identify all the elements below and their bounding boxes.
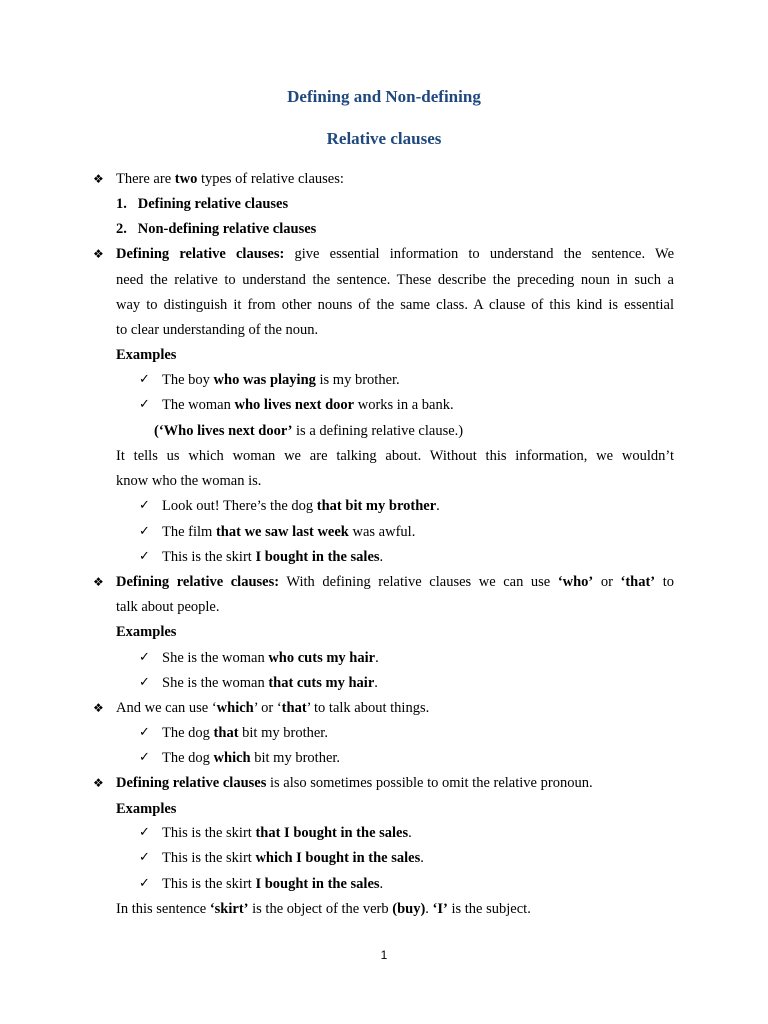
example-item: The film that we saw last week was awful. bbox=[162, 524, 416, 540]
explanation-line2: know who the woman is. bbox=[116, 473, 262, 489]
diamond-bullet-icon: ❖ bbox=[93, 172, 104, 186]
page-subtitle: Relative clauses bbox=[326, 129, 442, 148]
diamond-bullet-icon: ❖ bbox=[93, 247, 104, 261]
checkmark-icon: ✓ bbox=[139, 876, 150, 891]
diamond-bullet-icon: ❖ bbox=[93, 776, 104, 790]
checkmark-icon: ✓ bbox=[139, 750, 150, 765]
example-item: The dog which bit my brother. bbox=[162, 750, 341, 766]
example-item: Look out! There’s the dog that bit my brother. bbox=[162, 498, 440, 514]
examples-label: Examples bbox=[116, 624, 177, 640]
example-item: The boy who was playing is my brother. bbox=[162, 372, 400, 388]
section1-line3: way to distinguish it from other nouns of the same class. A clause of this kind is essential bbox=[116, 297, 674, 313]
checkmark-icon: ✓ bbox=[139, 725, 150, 740]
checkmark-icon: ✓ bbox=[139, 650, 150, 665]
example-item: She is the woman who cuts my hair. bbox=[162, 650, 379, 666]
type-item-2: 2. Non-defining relative clauses bbox=[116, 221, 317, 237]
section1-line1: Defining relative clauses: give essential information to understand the sentence. We bbox=[116, 246, 674, 262]
diamond-bullet-icon: ❖ bbox=[93, 575, 104, 589]
diamond-bullet-icon: ❖ bbox=[93, 701, 104, 715]
section4-line: Defining relative clauses is also sometimes possible to omit the relative pronoun. bbox=[116, 775, 593, 791]
example-item: The dog that bit my brother. bbox=[162, 725, 328, 741]
checkmark-icon: ✓ bbox=[139, 549, 150, 564]
explanation-line1: It tells us which woman we are talking about. Without this information, we wouldn’t bbox=[116, 448, 674, 464]
example-item: She is the woman that cuts my hair. bbox=[162, 675, 378, 691]
example-item: This is the skirt I bought in the sales. bbox=[162, 549, 384, 565]
section2-line2: talk about people. bbox=[116, 599, 220, 615]
checkmark-icon: ✓ bbox=[139, 397, 150, 412]
type-item-1: 1. Defining relative clauses bbox=[116, 196, 289, 212]
checkmark-icon: ✓ bbox=[139, 524, 150, 539]
section3-line: And we can use ‘which’ or ‘that’ to talk about things. bbox=[116, 700, 430, 716]
note-line: (‘Who lives next door’ is a defining relative clause.) bbox=[154, 423, 464, 439]
checkmark-icon: ✓ bbox=[139, 850, 150, 865]
examples-label: Examples bbox=[116, 801, 177, 817]
final-line: In this sentence ‘skirt’ is the object of the verb (buy). ‘I’ is the subject. bbox=[116, 901, 531, 917]
intro-line: There are two types of relative clauses: bbox=[116, 171, 344, 187]
page-number: 1 bbox=[380, 948, 388, 962]
checkmark-icon: ✓ bbox=[139, 498, 150, 513]
example-item: The woman who lives next door works in a bank. bbox=[162, 397, 454, 413]
checkmark-icon: ✓ bbox=[139, 825, 150, 840]
checkmark-icon: ✓ bbox=[139, 675, 150, 690]
example-item: This is the skirt that I bought in the sales. bbox=[162, 825, 412, 841]
example-item: This is the skirt I bought in the sales. bbox=[162, 876, 384, 892]
section1-line4: to clear understanding of the noun. bbox=[116, 322, 319, 338]
section1-line2: need the relative to understand the sentence. These describe the preceding noun in such a bbox=[116, 272, 674, 288]
example-item: This is the skirt which I bought in the sales. bbox=[162, 850, 424, 866]
examples-label: Examples bbox=[116, 347, 177, 363]
section2-line1: Defining relative clauses: With defining relative clauses we can use ‘who’ or ‘that’ to bbox=[116, 574, 674, 590]
page-title: Defining and Non-defining bbox=[287, 87, 481, 106]
checkmark-icon: ✓ bbox=[139, 372, 150, 387]
